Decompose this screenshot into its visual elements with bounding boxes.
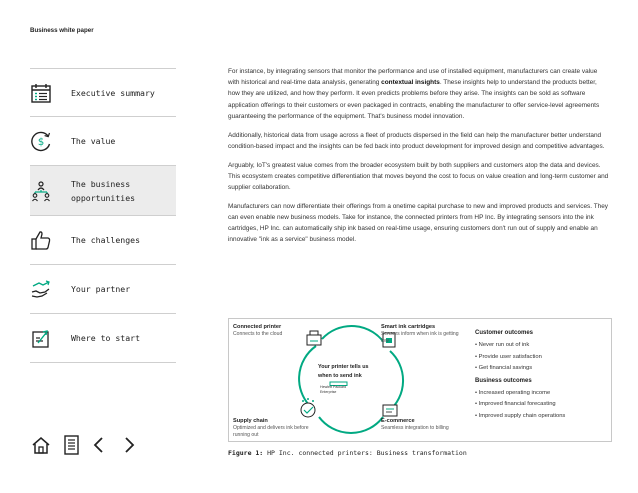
outcomes-panel <box>475 328 607 422</box>
outcome-item: • Improved financial forecasting <box>475 401 556 407</box>
chevron-left-icon[interactable] <box>88 434 110 456</box>
article-body <box>228 66 610 253</box>
sidebar-item-where-to-start[interactable] <box>30 314 176 363</box>
caption-label: Figure 1: <box>228 449 264 457</box>
logo-line: Hewlett Packard <box>320 385 347 389</box>
figure-diagram <box>228 318 612 442</box>
logo-line: Enterprise <box>320 389 337 394</box>
outcome-item: • Improved supply chain operations <box>475 412 566 419</box>
sidebar-item-label: The business opportunities <box>71 178 136 203</box>
connected-printer-label <box>233 323 313 338</box>
paragraph: Arguably, IoT's greatest value comes from the broader ecosystem built by both suppliers and customers atop the data and devices. This ecosystem creates competitive differentiation that moves beyond the cost to focus on value creation and long-term customer and supplier collaboration. <box>228 161 609 192</box>
caption-text: HP Inc. connected printers: Business transformation <box>263 449 467 457</box>
outcome-item: • Never run out of ink <box>475 342 530 348</box>
center-line: when to send ink <box>318 373 362 379</box>
sidebar-item-label: The value <box>71 136 116 146</box>
document-header: Business white paper <box>30 27 94 34</box>
ecommerce-icon <box>383 405 397 416</box>
ecommerce-label <box>381 417 469 432</box>
contents-list-icon[interactable] <box>60 434 82 456</box>
calendar-list-icon <box>30 82 52 104</box>
supply-chain-label <box>233 417 309 439</box>
label-title: Connected printer <box>233 324 282 330</box>
label-title: E-commerce <box>381 418 415 424</box>
sidebar-item-label: Where to start <box>71 333 141 343</box>
customer-outcomes-heading: Customer outcomes <box>475 330 534 336</box>
smart-ink-label <box>381 323 461 345</box>
center-line: Your printer tells us <box>318 364 369 370</box>
label-title: Smart ink cartridges <box>381 324 436 330</box>
supply-chain-icon <box>301 398 315 417</box>
home-icon[interactable] <box>30 434 52 456</box>
chevron-right-icon[interactable] <box>118 434 140 456</box>
figure-caption <box>228 449 467 457</box>
label-desc: Connects to the cloud <box>233 331 283 337</box>
sidebar-item-your-partner[interactable] <box>30 265 176 314</box>
hpe-logo-text <box>320 385 370 394</box>
label-desc: Sensors inform when ink is getting low <box>381 331 459 344</box>
sidebar-item-business-opportunities[interactable] <box>30 166 176 216</box>
paragraph-text: . These insights help to understand the products better, how they are utilized, and how they perform. It even predicts problems before they arise. The insights can be sold as software application offerings to their customers or even packaged in contracts, enabling the manufacturer to offer service-level agreements guaranteeing the performance of the equipment. That's business model innovation. <box>228 79 600 120</box>
business-outcomes-heading: Business outcomes <box>475 377 532 384</box>
sidebar-item-label: Your partner <box>71 284 131 294</box>
label-desc: Seamless integration to billing <box>381 425 449 431</box>
thumbs-up-icon <box>30 229 52 251</box>
handshake-icon <box>30 278 52 300</box>
label-desc: Optimized and delivers ink before running out <box>233 425 309 438</box>
emphasis-text: contextual insights <box>381 79 440 87</box>
sidebar-item-the-challenges[interactable] <box>30 216 176 265</box>
sidebar-item-the-value[interactable] <box>30 117 176 166</box>
outcome-item: • Provide user satisfaction <box>475 353 542 360</box>
outcome-item: • Increased operating income <box>475 389 551 396</box>
sidebar-item-executive-summary[interactable] <box>30 68 176 117</box>
paragraph: Additionally, historical data from usage across a fleet of products dispersed in the field can help the manufacturer better understand condition-based impact and the insights can be fed back into product development for improved design and competitive advantages. <box>228 131 605 150</box>
org-chart-icon <box>30 180 52 202</box>
sidebar-item-label: The challenges <box>71 235 141 245</box>
footer-nav <box>30 434 150 456</box>
paragraph-text: For instance, by integrating sensors that monitor the performance and use of installed equipment, manufacturers can create value with historical and real-time data analysis, generating <box>228 68 598 87</box>
center-message <box>318 363 382 381</box>
paragraph <box>228 66 610 122</box>
dollar-circle-icon <box>30 130 52 152</box>
sidebar-nav <box>30 68 176 363</box>
checklist-arrow-icon <box>30 327 52 349</box>
outcome-item: • Get financial savings <box>475 365 533 371</box>
paragraph: Manufacturers can now differentiate their offerings from a onetime capital purchase to new and improved products and services. They can even enable new business models. Take for instance, the connected printers from HP Inc. By integrating sensors into the ink cartridges, HP Inc. can automatically ship ink based on real-time usage, ensuring customers don't run out of supply and enable an innovative "ink as a service" business model. <box>228 202 609 244</box>
sidebar-item-label: Executive summary <box>71 87 155 98</box>
svg-text:$: $ <box>37 137 45 148</box>
label-title: Supply chain <box>233 418 268 424</box>
